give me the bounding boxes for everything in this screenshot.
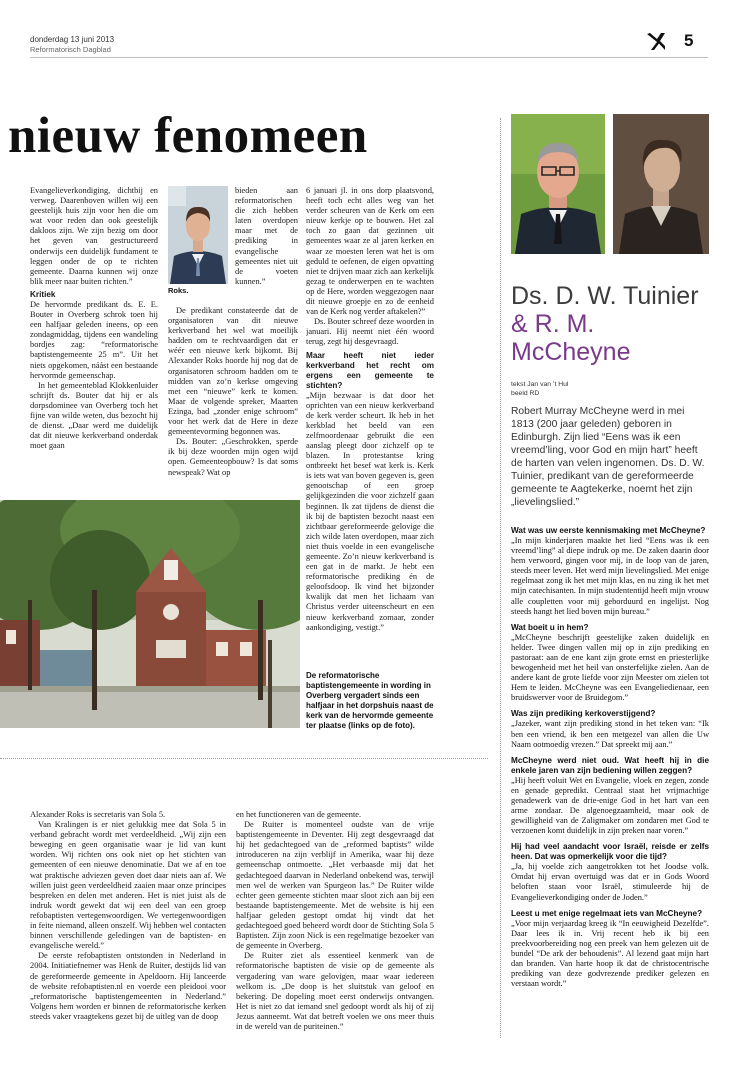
paragraph: De hervormde predikant ds. E. E. Bouter in Overberg schrok toen hij een halfjaar geleden ineens, op een zondagmiddag, tijdens een wandeling bordjes zag: “reformatorische baptistengemeente 25 m”. Uit het niets opgekomen, náást een bestaande hervormde gemeenschap. (30, 299, 158, 380)
portrait-caption: Roks. (168, 286, 189, 295)
sidebar-credit-photo: beeld RD (511, 390, 540, 397)
header-paper-name: Reformatorisch Dagblad (30, 45, 111, 54)
sidebar-credit-text: tekst Jan van ’t Hul (511, 381, 569, 388)
interview-question: Wat boeit u in hem? (511, 622, 589, 632)
paragraph: De predikant constateerde dat de organisatoren van dit nieuwe kerkverband het wel wat moeilijk hadden om te rechtvaardigen dat er wéér een nieuwe kerk bijkomt. Bij Alexander Roks hoorde hij nog dat de organisatoren schroom hadden om te midden van zo’n kerkse omgeving met een “nieuwe” kerk te komen. Maar de volgende spreker, Maarten Ezinga, bad „zonder enige schroom” voor het werk dat de Here in deze gemeentevorming begonnen was. (168, 306, 298, 437)
paragraph: bieden aan reformatorischen die zich hebben laten overdopen maar met de prediking in evangelische gemeentes niet uit de voeten kunnen.” (235, 186, 298, 286)
subheading: Maar heeft niet ieder kerkverband het recht om ergens een gemeente te stichten? (306, 350, 434, 390)
interview-answer: „Hij heeft voluit Wet en Evangelie, vloek en zegen, zonde en genade gepredikt. Centraal staat het vrijmachtige genadewerk van de drie-enige God in het hart van een arme zondaar. De algenoegzaamheid, maar ook de gewilligheid van de Zaligmaker om zondaren met God te verzoenen komt duidelijk in zijn preken naar voren.” (511, 775, 709, 836)
interview-question: Hij had veel aandacht voor Israël, reisde er zelfs heen. Dat was opmerkelijk voor die tijd? (511, 842, 709, 862)
bottom-column-1 (30, 810, 226, 1040)
section-divider (0, 758, 488, 759)
paragraph: De Ruiter is momenteel oudste van de vrije baptistengemeente in Deventer. Hij zegt desgevraagd dat hij het gedachtegoed van de „reformed baptists” wilde introduceren na zijn verblijf in Amerika, waar hij deze gemeenschap ontmoette. „Het verbaasde mij dat het gedachtegoed daarvan in Nederland onbekend was, terwijl men wel de werken van Spurgeon las.” De Ruiter wilde echter geen gemeente stichten maar sloot zich aan bij een bestaande baptistengemeente. Met de website is hij een halfjaar geleden gestopt omdat hij vindt dat het gedachtegoed goed beheerd wordt door de Stichting Sola 5 Baptisten. Zijn zoon Nick is een regelmatige bezoeker van de gemeente in Overberg. (236, 820, 434, 951)
interview-question: Wat was uw eerste kennismaking met McCheyne? (511, 526, 706, 535)
article-column-3 (306, 186, 434, 664)
sidebar-title-ampersand: & (511, 310, 528, 338)
paragraph: „Mijn bezwaar is dat door het oprichten van een nieuw kerkverband de kerk verder scheurt. Ik heb in het kerkblad het beeld van een zelfmoordenaar gebruikt die een aanslag pleegt door zichzelf op te blazen. In protestantse kring ontbreekt het besef wat kerk is. Kerk is iets wat van boven gegeven is, geen genootschap of een groep gelijkgezinden die voor zichzelf gaan beginnen. Ik zat tijdens de dienst die ik bij de baptisten bezocht naast een zichtbaar gereformeerde gelovige die zich wilde laten overdopen, maar zich niet thuis voelde in een evangelische gemeente. Zo’n nieuw kerkverband is een gat in de markt. Je hebt een reformatorische prediking én de geloofsdoop. Ik vind het bijzonder kwalijk dat men het lichaam van Christus verder uiteenscheurt en een nieuw kerkverband zomaar, zonder aankondiging, vestigt.” (306, 390, 434, 632)
sidebar-interview (511, 526, 709, 1042)
paragraph: De Ruiter ziet als essentieel kenmerk van de reformatorische baptisten de visie op de gemeente als vergadering van ware gelovigen, maar waar iedereen welkom is. „De doop is het sluitstuk van geloof en bekering. De dopeling moet eerst onderwijs ontvangen. Het is niet zo dat iemand snel gedoopt wordt als hij of zij Jezus aanneemt. Wat dat betreft voelen we ons meer thuis in de wereld van de puriteinen.” (236, 951, 434, 1031)
church-photo-caption: De reformatorische baptistengemeente in wording in Overberg vergadert sinds een halfjaar in het dorpshuis naast de kerk van de hervormde gemeente ter plaatse (links op de foto). (306, 671, 434, 730)
sidebar-title-part2: R. M. McCheyne (511, 310, 631, 366)
interview-answer: „Voor mijn verjaardag kreeg ik “In eeuwigheid Dezelfde”. Daar lees ik in. Vrij recent heb ik bij een preekvoorbereiding nog een preek van hem gelezen uit de bundel “De ark der behoudenis”. Al lezend gaat mijn hart dan branden. Van harte hoop ik dat de christocentrische prediking van deze godvrezende prediker gelezen en verstaan wordt.” (511, 918, 709, 989)
paragraph: De eerste refobaptisten ontstonden in Nederland in 2004. Initiatiefnemer was Henk de Ruiter, destijds lid van de gereformeerde gemeente in Apeldoorn. Hij lanceerde de website refobaptisten.nl en voerde een pleidooi voor „reformatorische baptistengemeenten in Nederland.” Volgens hem worden er binnen de reformatorische kerken steeds vaker vraagtekens gezet bij de uitleg van de doop (30, 951, 226, 1021)
paragraph: Ds. Bouter: „Geschrokken, sperde ik bij deze woorden mijn ogen wijd open. Gemeenteopbouw? Is dat soms newspeak? Wat op (168, 437, 298, 477)
subheading: Kritiek (30, 289, 56, 299)
article-column-2 (235, 186, 298, 286)
bottom-column-2 (236, 810, 434, 1040)
paragraph: Van Kralingen is er niet gelukkig mee dat Sola 5 in verband gebracht wordt met verdeeldheid. „Wij zijn een beweging en geen organisatie waar je lid van kunt worden. Wij richten ons ook niet op het stichten van gemeenten of een nieuwe denominatie. Dat we af en toe wat praktische adviezen geven doet daar niets aan af. We willen juist geen verdeeldheid zaaien maar onze principes bespreken en delen met anderen. Het is niet juist als de indruk wordt gewekt dat wij een deel van een groep refobaptisten vertegenwoordigen. We vertegenwoordigen in feite niemand, alleen onszelf. Wij hebben wel contacten binnen verschillende geledingen van de baptisten- en evangelische wereld.” (30, 820, 226, 951)
paragraph: Alexander Roks is secretaris van Sola 5. (30, 810, 166, 819)
sidebar-divider (500, 118, 501, 1038)
page-number: 5 (684, 31, 694, 50)
sidebar-intro: Robert Murray McCheyne werd in mei 1813 (200 jaar geleden) geboren in Edinburgh. Zijn lied “Eens was ik een vreemd’ling, voor God en mijn hart” heeft de harten van velen ingenomen. Ds. D. W. Tuinier, predikant van de gereformeerde gemeente te Aagtekerke, noemt het zijn „lievelingslied.” (511, 406, 705, 508)
paragraph: Ds. Bouter schreef deze woorden in januari. Hij neemt niet één woord terug, zegt hij desgevraagd. (306, 317, 434, 347)
interview-answer: „Ja, hij voelde zich aangetrokken tot het Joodse volk. Omdat hij ervan overtuigd was dat er in Gods Woord beloften staan voor Israël, stimuleerde hij de Evangelieverkondiging onder de Joden.” (511, 862, 709, 902)
header-date: donderdag 13 juni 2013 (30, 35, 115, 44)
article-column-1 (30, 186, 158, 486)
portrait-mccheyne (613, 114, 709, 254)
interview-answer: „In mijn kinderjaren maakte het lied “Eens was ik een vreemd’ling” al diepe indruk op me. De zaken daarin door hem verwoord, gingen voor mij, in de loop van de jaren, steeds meer leven. Het werd mijn lievelingslied. Met enige regelmaat zong ik het met mijn klas, en nu zing ik het met mijn catechisanten. In mijn studententijd heeft mijn vrouw alle coupletten voor mij geborduurd en ingelijst. Nog steeds hangt het lied boven mijn bureau.” (511, 536, 709, 616)
sidebar-title-part1: Ds. D. W. Tuinier (511, 282, 699, 310)
interview-answer: „Jazeker, want zijn prediking stond in het teken van: “Ik ben een vriend, ik ben een metgezel van allen die Uw Naam ootmoedig vrezen.” Dat spreekt mij aan.” (511, 719, 709, 749)
logo-icon (645, 30, 667, 52)
interview-question: Leest u met enige regelmaat iets van McCheyne? (511, 908, 703, 918)
church-photo (0, 500, 300, 728)
headline: nieuw fenomeen (8, 108, 368, 164)
paragraph: In het gemeenteblad Klokkenluider schrijft ds. Bouter dat hij er als dorpsdominee van Overberg toch het fijne van wilde weten, dus bezocht hij de dienst. „Daar werd me duidelijk dat dit nieuwe kerkverband onderdak moet gaan (30, 380, 158, 451)
sidebar-title (511, 282, 711, 366)
interview-question: Was zijn prediking kerkoverstijgend? (511, 709, 656, 719)
article-column-2-lower (168, 306, 298, 486)
interview-answer: „McCheyne beschrijft geestelijke zaken duidelijk en helder. Twee dingen vallen mij op in zijn prediking en pastoraat: aan de ene kant zijn grote ernst en priesterlijke bewogenheid met het heil van onsterfelijke zielen. Aan de andere kant de grote liefde voor zijn Meester om zielen tot Hem te leiden. McCheyne was een Evangeliedienaar, een bruidswerver voor de Bruidegom.” (511, 632, 709, 703)
paragraph: Evangelieverkondiging, dichtbij en verweg. Daarenboven willen wij een geestelijk huis zijn voor hen die om wat voor reden dan ook geestelijk dakloos zijn. We zijn bezig om door het geven van gestructureerd onderwijs een duidelijk fundament te leggen onder de op te richten gemeente. Daarna kunnen wij onze blik meer naar buiten richten.” (30, 186, 158, 286)
photo-tuinier (511, 114, 605, 254)
header-rule (30, 57, 708, 58)
portrait-photo-roks (168, 186, 228, 284)
paragraph: en het functioneren van de gemeente. (236, 810, 362, 819)
paragraph: 6 januari jl. in ons dorp plaatsvond, heeft toch echt alles weg van het verder scheuren van de Kerk om een nieuw kerkje op te bouwen. Het zal toch zo gaan dat gezinnen uit gemeentes waar ze al jaren kerken en waar ze moesten leren wat het is om geduld te oefenen, de eigen opvatting niet te drijven maar zich aan kerkelijk gezag te onderwerpen en te wachten op de Here, worden weggezogen naar dit nieuwe groepje en zo de eenheid van de Kerk nog verder aftakelen?” (306, 186, 434, 317)
interview-question: McCheyne werd niet oud. Wat heeft hij in die enkele jaren van zijn bediening willen zeggen? (511, 755, 709, 775)
